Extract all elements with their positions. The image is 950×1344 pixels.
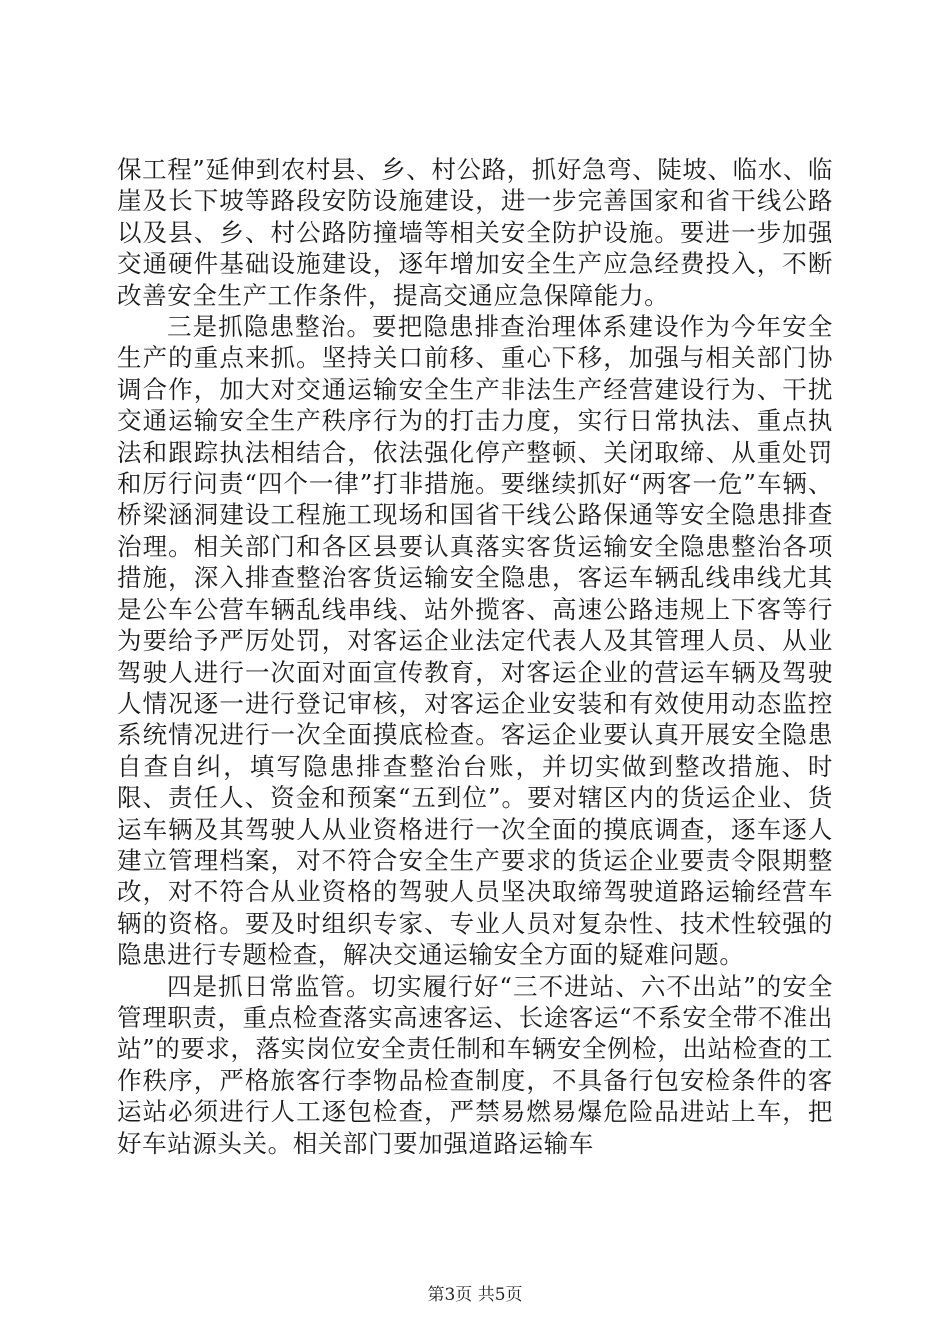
paragraph-continuation: 保工程”延伸到农村县、乡、村公路，抓好急弯、陡坡、临水、临崖及长下坡等路段安防设施建设，进一步完善国家和省干线公路以及县、乡、村公路防撞墙等相关安全防护设施。要进一步加强交通硬件基础设施建设，逐年增加安全生产应急经费投入，不断改善安全生产工作条件，提高交通应急保障能力。 xyxy=(117,155,833,310)
page-number-footer: 第3页 共5页 xyxy=(427,1285,523,1305)
paragraph-hazard-rectification: 三是抓隐患整治。要把隐患排查治理体系建设作为今年安全生产的重点来抓。坚持关口前移、重心下移，加强与相关部门协调合作，加大对交通运输安全生产非法生产经营建设行为、干扰交通运输安全生产秩序行为的打击力度，实行日常执法、重点执法和跟踪执法相结合，依法强化停产整顿、关闭取缔、从重处罚和厉行问责“四个一律”打非措施。要继续抓好“两客一危”车辆、桥梁涵洞建设工程施工现场和国省干线公路保通等安全隐患排查治理。相关部门和各区县要认真落实客货运输安全隐患整治各项措施，深入排查整治客货运输安全隐患，客运车辆乱线串线尤其是公车公营车辆乱线串线、站外揽客、高速公路违规上下客等行为要给予严厉处罚，对客运企业法定代表人及其管理人员、从业驾驶人进行一次面对面宣传教育，对客运企业的营运车辆及驾驶人情况逐一进行登记审核，对客运企业安装和有效使用动态监控系统情况进行一次全面摸底检查。客运企业要认真开展安全隐患自查自纠，填写隐患排查整治台账，并切实做到整改措施、时限、责任人、资金和预案“五到位”。要对辖区内的货运企业、货运车辆及其驾驶人从业资格进行一次全面的摸底调查，逐车逐人建立管理档案，对不符合安全生产要求的货运企业要责令限期整改，对不符合从业资格的驾驶人员坚决取缔驾驶道路运输经营车辆的资格。要及时组织专家、专业人员对复杂性、技术性较强的隐患进行专题检查，解决交通运输安全方面的疑难问题。 xyxy=(117,312,833,970)
document-body xyxy=(117,154,833,1159)
paragraph-daily-supervision: 四是抓日常监管。切实履行好“三不进站、六不出站”的安全管理职责，重点检查落实高速客运、长途客运“不系安全带不准出站”的要求，落实岗位安全责任制和车辆安全例检，出站检查的工作秩序，严格旅客行李物品检查制度，不具备行包安检条件的客运站必须进行人工逐包检查，严禁易燃易爆危险品进站上车，把好车站源头关。相关部门要加强道路运输车 xyxy=(117,971,833,1158)
